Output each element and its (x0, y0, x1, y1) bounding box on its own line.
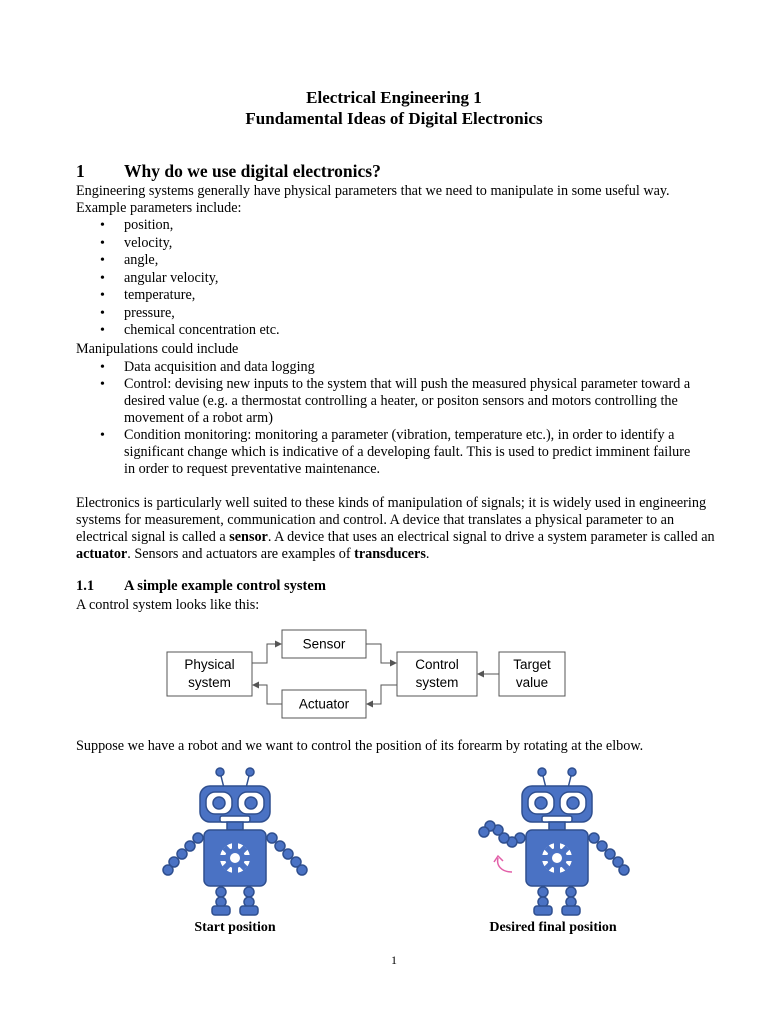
intro-paragraph: Engineering systems generally have physical parameters that we need to manipulate in some useful way. Example parameters include: (76, 183, 670, 216)
parameter-list (100, 217, 700, 340)
caption-final-position: Desired final position (489, 920, 617, 935)
term-transducers: transducers (354, 546, 426, 562)
diagram-intro: A control system looks like this: (76, 597, 260, 613)
text-run: . (425, 546, 430, 562)
control-system-diagram (166, 629, 568, 721)
list-item: • Data acquisition and data logging (100, 359, 700, 376)
electronics-paragraph (76, 495, 716, 563)
subsection-title: A simple example control system (124, 578, 326, 594)
document-title: Electrical Engineering 1 (306, 88, 482, 107)
control-system-box (397, 652, 477, 696)
control-system-label-2: system (415, 675, 459, 690)
section-number: 1 (76, 161, 85, 181)
target-value-label-1: Target (513, 657, 551, 672)
target-value-label-2: value (515, 675, 549, 690)
actuator-box (282, 690, 366, 718)
list-item: • angle, (100, 252, 700, 270)
sensor-label: Sensor (302, 636, 346, 652)
robot-final-position-illustration (476, 766, 632, 920)
physical-system-label-2: system (188, 675, 231, 690)
text-run: . Sensors and actuators are examples of (127, 546, 355, 562)
list-item: • Control: devising new inputs to the system that will push the measured physical parameter toward a desired value (e.g. a thermostat controlling a heater, or positon sensors and motors controlling the movement of a robot arm) (100, 376, 700, 427)
rotation-arrow-icon (494, 856, 512, 872)
sensor-box (282, 630, 366, 658)
list-item: • pressure, (100, 305, 700, 323)
subsection-number: 1.1 (76, 578, 95, 594)
robot-paragraph: Suppose we have a robot and we want to control the position of its forearm by rotating at the elbow. (76, 738, 644, 754)
term-sensor: sensor (229, 529, 268, 545)
actuator-label: Actuator (298, 696, 350, 712)
document-subtitle: Fundamental Ideas of Digital Electronics (245, 109, 543, 128)
target-value-box (499, 652, 565, 696)
text-run: Electronics is particularly well suited to these kinds of manipulation of signals; it is widely used in engineering systems for measurement, communication and control. A device that translates a physical parameter to an electrical signal is called a (76, 495, 707, 545)
text-run: . A device that uses an electrical signal to drive a system parameter is called an (267, 529, 715, 545)
physical-system-box (167, 652, 252, 696)
robot-start-position-illustration (160, 766, 310, 920)
list-item: • velocity, (100, 235, 700, 253)
list-item: • angular velocity, (100, 270, 700, 288)
control-system-label-1: Control (415, 657, 459, 672)
section-title: Why do we use digital electronics? (124, 161, 381, 181)
manipulation-list (100, 359, 700, 478)
physical-system-label-1: Physical (184, 657, 235, 672)
section-heading (76, 161, 381, 182)
list-item: • chemical concentration etc. (100, 322, 700, 340)
list-item: • position, (100, 217, 700, 235)
subsection-heading (76, 578, 326, 595)
caption-start-position: Start position (194, 920, 276, 935)
list-item: • Condition monitoring: monitoring a parameter (vibration, temperature etc.), in order to identify a significant change which is indicative of a developing fault. This is used to predict imminent failure in order to request preventative maintenance. (100, 427, 700, 478)
manipulations-intro: Manipulations could include (76, 341, 239, 357)
term-actuator: actuator (76, 546, 128, 562)
list-item: • temperature, (100, 287, 700, 305)
page-number: 1 (391, 953, 397, 967)
